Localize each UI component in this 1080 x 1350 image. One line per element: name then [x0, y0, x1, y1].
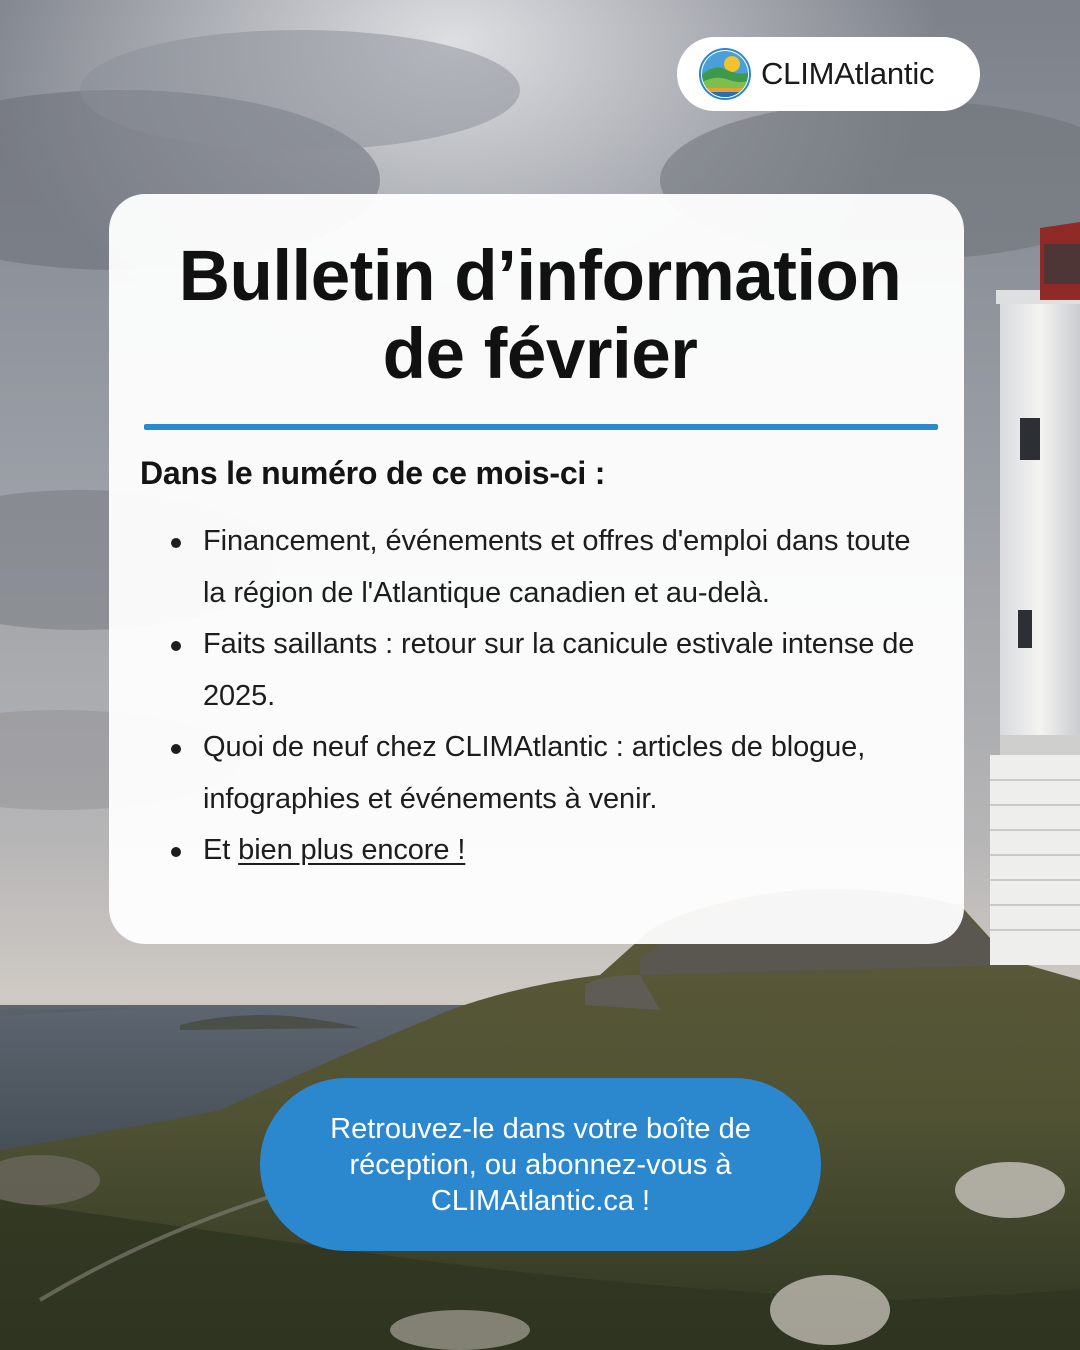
list-item: Financement, événements et offres d'emploi dans toute la région de l'Atlantique canadien et au-delà.	[165, 516, 925, 619]
brand-badge[interactable]	[677, 37, 980, 111]
title-line-2: de février	[382, 315, 698, 394]
list-item	[165, 825, 925, 877]
list-item-prefix: Et	[203, 834, 231, 866]
title-divider	[144, 424, 938, 430]
list-item: Faits saillants : retour sur la canicule estivale intense de 2025.	[165, 619, 925, 722]
brand-name: CLIMAtlantic	[761, 56, 935, 91]
cta-text: Retrouvez-le dans votre boîte de réception, ou abonnez-vous à CLIMAtlantic.ca !	[330, 1112, 751, 1217]
issue-list	[165, 516, 925, 877]
more-link[interactable]: bien plus encore !	[238, 834, 466, 866]
list-item: Quoi de neuf chez CLIMAtlantic : articles de blogue, infographies et événements à venir.	[165, 722, 925, 825]
climatlantic-logo-icon	[699, 48, 751, 100]
issue-heading: Dans le numéro de ce mois-ci :	[140, 455, 606, 491]
title-line-1: Bulletin d’information	[178, 237, 902, 316]
subscribe-cta-button[interactable]	[260, 1078, 821, 1251]
newsletter-title	[0, 238, 1080, 408]
